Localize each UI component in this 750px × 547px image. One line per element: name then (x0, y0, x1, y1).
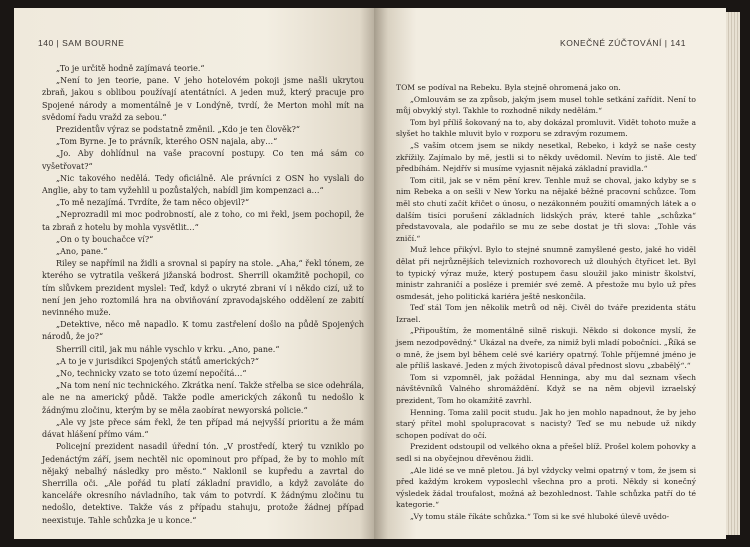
paragraph: „A to je v jurisdikci Spojených států amerických?“ (56, 356, 259, 366)
paragraph: Policejní prezident nasadil úřední tón. „V prostředí, který tu vzniklo po Jedenáctým září, jsem nechtěl nic opominout pro případ, že by to mohlo mít nějaký nebalhý následky pro město.“ Naklonil se kupředu a zavrtal do Sherrilla oči. „Ale pořád tu platí základní pravidlo, a když zavoláte do kanceláře okresního návladního, tak vám to potvrdí. K žádnýmu zločinu tu nedošlo, detektive. Takže vás z případu stahuju, protože žádnej případ neexistuje. Tahle schůzka je u konce.“ (42, 442, 364, 525)
right-page (374, 8, 726, 539)
paragraph: Tom citil, jak se v něm pění krev. Tenhle muž se choval, jako kdyby se s nim Rebeka a on sešli v New Yorku na nějaké běžné pracovní schůzce. Tom měl sto chutí začít křičet o únosu, o nezákonném použití omamných látek a o dalším tisíci porušení základních lidských práv, které tahle „schůzka“ představovala, ale podařilo se mu ze sebe dostat je tři slova: „Tohle vás zničí.“ (396, 175, 696, 243)
paragraph: „No, technicky vzato se toto území nepočítá…“ (56, 369, 247, 379)
paragraph: Tom byl příliš šokovaný na to, aby dokázal promluvit. Vidět tohoto muže a slyšet ho takhle mluvit bylo v rozporu se zdravým rozumem. (396, 117, 696, 139)
left-running-header: 140 | SAM BOURNE (38, 38, 125, 48)
page-edges (726, 12, 740, 535)
paragraph: „S vaším otcem jsem se nikdy nesetkal, Rebeko, i když se naše cesty zkřížily. Zajímalo by mě, jestli si to někdy uvědomil. Nevím to jistě. Ale teď předbíhám. Nejdřív si musíme vyjasnit nějaká základní pravidla.“ (396, 140, 696, 174)
paragraph: „To mě nezajímá. Tvrdíte, že tam něco objevil?“ (56, 198, 250, 208)
paragraph: „Připouštím, že momentálně silně riskuji. Někdo si dokonce myslí, že jsem nezodpovědný.“ Ukázal na dveře, za nimiž byli mladí pobočníci. „Říká se o mně, že jsem byl během celé své kariéry opatrný. Tohle příjemné jméno je ale příliš laskavé. Jeden z mých životopisců dával přednost slovu „zbabělý“.“ (396, 326, 696, 371)
paragraph: „Vy tomu stále říkáte schůzka.“ Tom si ke své hluboké úlevě uvědo- (410, 511, 670, 521)
paragraph: „Neprozradil mi moc podrobností, ale z toho, co mi řekl, jsem pochopil, že ta zbraň z hotelu by mohla vysvětlit…“ (42, 210, 364, 232)
paragraph: „Omlouvám se za způsob, jakým jsem musel tohle setkání zařídit. Není to můj obvyklý styl. Takhle to rozhodně nikdy nedělám.“ (396, 94, 696, 116)
open-book (14, 8, 740, 539)
right-page-text (396, 82, 696, 523)
paragraph: Tom si vzpomněl, jak požádal Henninga, aby mu dal seznam všech návštěvníků Valného shromáždění. Když se na něm objevil izraelský prezident, Tom ho okamžitě zavrhl. (396, 372, 696, 406)
paragraph: „Ano, pane.“ (56, 247, 108, 257)
paragraph: Prezident odstoupil od velkého okna a přešel blíž. Prošel kolem pohovky a sedl si na obyčejnou dřevěnou židli. (396, 442, 696, 463)
paragraph: „Ale lidé se ve mně pletou. Já byl vždycky velmi opatrný v tom, že jsem si před každým krokem vyposlechl všechna pro a proti. Někdy si konečný výsledek žádal troufalost, možná až bezohlednost. Tahle schůzka patří do té kategorie.“ (396, 465, 696, 510)
chapter-opening-paragraph: TOM se podíval na Rebeku. Byla stejně ohromená jako on. (396, 83, 621, 92)
left-page-text (42, 63, 364, 527)
paragraph: „Tom Byrne. Je to právník, kterého OSN najala, aby…“ (56, 137, 278, 147)
paragraph: Teď stál Tom jen několik metrů od něj. Civěl do tváře prezidenta státu Izrael. (396, 303, 696, 324)
paragraph: Prezidentův výraz se podstatně změnil. „Kdo je ten člověk?“ (56, 125, 300, 135)
right-running-header: KONEČNÉ ZÚČTOVÁNÍ | 141 (560, 38, 686, 48)
paragraph: Henning. Toma zalil pocit studu. Jak ho jen mohlo napadnout, že by jeho starý přítel mohl spolupracovat s nacisty? Teď se mu nebude už nikdy schopen podívat do očí. (396, 407, 696, 440)
left-page (14, 8, 374, 539)
paragraph: „Ale vy jste přece sám řekl, že ten případ má nejvyšší prioritu a že mám dávat hlášení přímo vám.“ (42, 417, 364, 440)
paragraph: Riley se napřímil na židli a srovnal si papíry na stole. „Aha,“ řekl tónem, ze kterého se vytratila veškerá jižanská bodrost. Sherrill okamžitě pochopil, co tím slůvkem prezident myslel: Teď, když o ukryté zbrani ví i někdo cizí, už to není jen jeho roztomilá hra na obviňování zpravodajského oddělení ze zabití nevinného muže. (42, 259, 364, 318)
paragraph: „Detektive, něco mě napadlo. K tomu zastřelení došlo na půdě Spojených národů, že jo?“ (42, 320, 364, 342)
paragraph: Muž lehce přikývl. Bylo to stejné snumně zamyšlené gesto, jaké ho viděl dělat při nejrůznějších televizních rozhovorech už dlouhých čtyřicet let. Byl to typický výraz muže, který postupem času sloužil jako ministr školství, ministr zahraničí a posléze i premiér své země. A přestože mu bylo už přes osmdesát, jeho politická kariéra ještě neskončila. (396, 245, 696, 301)
paragraph: „Na tom není nic technického. Zkrátka není. Takže střelba se sice odehrála, ale ne na americký půdě. Takže podle amerických zákonů tu nedošlo k žádnýmu zločinu, kterým by se měla zaobírat newyorská policie.“ (42, 381, 364, 415)
paragraph: „Nic takového nedělá. Tedy oficiálně. Ale právníci z OSN ho vyslali do Anglie, aby to tam vyžehlil u pozůstalých, nabídl jim kompenzaci a…“ (42, 173, 364, 196)
paragraph: „On o ty bouchačce ví?“ (56, 234, 154, 244)
paragraph: „Jo. Aby dohlídnul na vaše pracovní postupy. Co ten má sám co vyšetřovat?“ (42, 149, 364, 171)
paragraph: „Není to jen teorie, pane. V jeho hotelovém pokoji jsme našli ukrytou zbraň, jakou s oblibou používají atentátníci. A jeden muž, který pracuje pro Spojené národy a momentálně je v Londýně, tvrdí, že Merton mohl mít na svědomí řadu vražd za sebou.“ (42, 76, 364, 122)
paragraph: Sherrill citil, jak mu náhle vyschlo v krku. „Ano, pane.“ (56, 344, 280, 354)
paragraph: „To je určitě hodně zajímavá teorie.“ (56, 64, 205, 73)
